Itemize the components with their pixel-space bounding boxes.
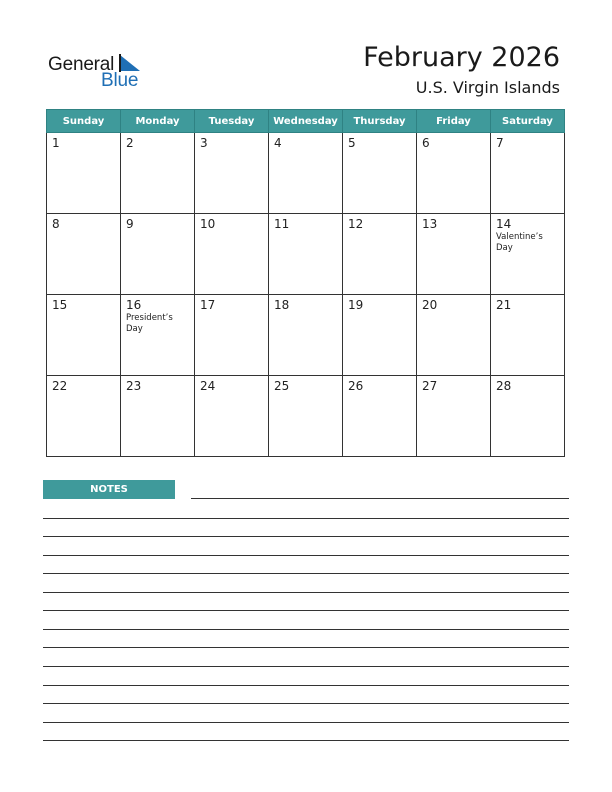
- day-number: 13: [422, 217, 438, 231]
- day-cell: [491, 295, 565, 376]
- day-event: [47, 393, 120, 394]
- weekday-header-tuesday: Tuesday: [195, 110, 269, 133]
- day-number: 7: [496, 136, 504, 150]
- day-number: 3: [200, 136, 208, 150]
- day-event: [343, 231, 416, 232]
- day-number: 26: [348, 379, 364, 393]
- day-number: 12: [348, 217, 364, 231]
- day-cell: [343, 376, 417, 457]
- day-event: [269, 231, 342, 232]
- notes-line: [43, 647, 569, 648]
- day-cell: [195, 214, 269, 295]
- notes-label: NOTES: [43, 480, 175, 499]
- day-number: 19: [348, 298, 364, 312]
- day-cell: [343, 295, 417, 376]
- day-number: 2: [126, 136, 134, 150]
- day-event: [121, 150, 194, 151]
- day-cell: [343, 133, 417, 214]
- logo-word-blue: Blue: [101, 70, 139, 91]
- notes-line: [43, 592, 569, 593]
- day-number: 10: [200, 217, 216, 231]
- week-row: [47, 133, 565, 214]
- day-event: [417, 231, 490, 232]
- day-event: [417, 393, 490, 394]
- day-cell: [121, 376, 195, 457]
- notes-line: [43, 610, 569, 611]
- day-cell: [343, 214, 417, 295]
- day-cell: [417, 376, 491, 457]
- day-cell: [47, 133, 121, 214]
- day-event: [343, 150, 416, 151]
- day-event: [269, 393, 342, 394]
- day-event: [491, 393, 564, 394]
- week-row: [47, 376, 565, 457]
- day-cell: [121, 214, 195, 295]
- day-number: 6: [422, 136, 430, 150]
- day-number: 17: [200, 298, 216, 312]
- day-number: 18: [274, 298, 290, 312]
- day-number: 9: [126, 217, 134, 231]
- day-number: 25: [274, 379, 290, 393]
- day-cell: [269, 133, 343, 214]
- notes-line: [43, 666, 569, 667]
- day-cell: [491, 376, 565, 457]
- day-number: 23: [126, 379, 142, 393]
- notes-line: [43, 573, 569, 574]
- day-cell: [47, 376, 121, 457]
- day-event: [269, 150, 342, 151]
- day-cell: [47, 214, 121, 295]
- day-number: 11: [274, 217, 290, 231]
- day-event-presidents: President’s Day: [126, 313, 173, 334]
- day-event: [121, 393, 194, 394]
- day-cell: [195, 376, 269, 457]
- day-event-valentines: Valentine’s Day: [496, 232, 543, 253]
- notes-line: [43, 703, 569, 704]
- week-row: [47, 295, 565, 376]
- notes-line: [43, 629, 569, 630]
- day-number: 4: [274, 136, 282, 150]
- calendar-grid: [46, 109, 565, 457]
- day-number: 24: [200, 379, 216, 393]
- notes-line: [43, 722, 569, 723]
- page-subtitle: U.S. Virgin Islands: [415, 78, 560, 97]
- weekday-header-saturday: Saturday: [491, 110, 565, 133]
- day-cell: [195, 295, 269, 376]
- weekday-header-friday: Friday: [417, 110, 491, 133]
- day-event: [47, 231, 120, 232]
- day-number: 21: [496, 298, 512, 312]
- weekday-header-sunday: Sunday: [47, 110, 121, 133]
- notes-line: [191, 498, 569, 499]
- notes-line: [43, 518, 569, 519]
- weekday-header-monday: Monday: [121, 110, 195, 133]
- day-cell: [491, 133, 565, 214]
- day-event: [417, 150, 490, 151]
- notes-line: [43, 536, 569, 537]
- logo-word-general: General: [48, 54, 115, 75]
- day-cell: [417, 295, 491, 376]
- notes-line: [43, 685, 569, 686]
- day-event: [417, 312, 490, 313]
- day-event: [47, 312, 120, 313]
- weekday-header-thursday: Thursday: [343, 110, 417, 133]
- day-number: 14: [496, 217, 512, 231]
- day-cell: [269, 214, 343, 295]
- week-row: [47, 214, 565, 295]
- day-event: [491, 312, 564, 313]
- day-cell: [47, 295, 121, 376]
- day-number: 5: [348, 136, 356, 150]
- weekday-header-wednesday: Wednesday: [269, 110, 343, 133]
- day-cell-holiday: [121, 295, 195, 376]
- day-cell: [269, 295, 343, 376]
- day-event: [195, 150, 268, 151]
- day-number: 16: [126, 298, 142, 312]
- day-event: [343, 393, 416, 394]
- day-cell: [121, 133, 195, 214]
- day-event: [195, 393, 268, 394]
- day-event: [195, 312, 268, 313]
- day-cell: [417, 214, 491, 295]
- weekday-header-row: [47, 110, 565, 133]
- day-cell: [417, 133, 491, 214]
- day-event: [491, 150, 564, 151]
- day-event: [269, 312, 342, 313]
- day-event: [121, 231, 194, 232]
- day-event: [47, 150, 120, 151]
- day-number: 22: [52, 379, 68, 393]
- general-blue-logo: [48, 52, 158, 92]
- day-event: [343, 312, 416, 313]
- day-number: 8: [52, 217, 60, 231]
- day-number: 20: [422, 298, 438, 312]
- day-cell: [195, 133, 269, 214]
- day-number: 27: [422, 379, 438, 393]
- day-cell-holiday: [491, 214, 565, 295]
- day-event: [195, 231, 268, 232]
- day-number: 28: [496, 379, 512, 393]
- notes-line: [43, 555, 569, 556]
- day-number: 1: [52, 136, 60, 150]
- notes-line: [43, 740, 569, 741]
- day-cell: [269, 376, 343, 457]
- day-number: 15: [52, 298, 68, 312]
- page-title: February 2026: [363, 42, 560, 73]
